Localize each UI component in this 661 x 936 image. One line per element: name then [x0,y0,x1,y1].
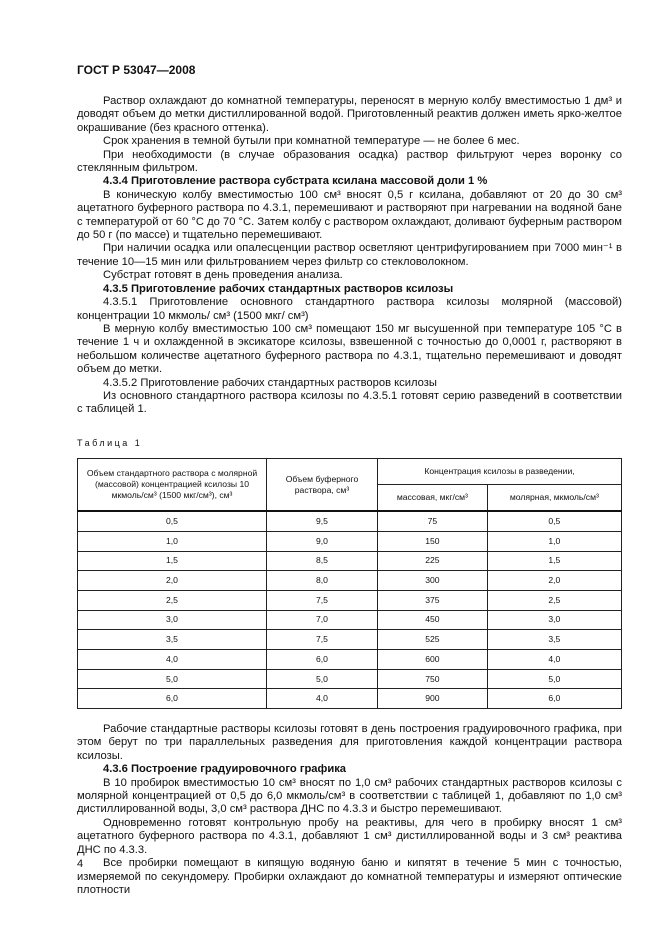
paragraph: Одновременно готовят контрольную пробу на реактивы, для чего в пробирку вносят 1 см³ ацетатного буферного раствора по 4.3.1, добавляют 1 см³ дистиллированной воды и 3 см³ реактива ДНС по 4.3.3. [77,816,622,856]
paragraph: В мерную колбу вместимостью 100 см³ помещают 150 мг высушенной при температуре 105 °С в течение 1 ч и охлажденной в эксикаторе ксилозы, взвешенной с точностью до 0,0001 г, растворяют в небольшом количестве ацетатного буферного раствора по 4.3.1, тщательно перемешивают и доводят объем до метки. [77,322,622,376]
table-cell: 3,5 [78,630,267,650]
table-cell: 900 [378,689,488,709]
paragraph: В 10 пробирок вместимостью 10 см³ вносят по 1,0 см³ рабочих стандартных растворов ксилозы с молярной концентрацией от 0,5 до 6,0 мкмоль/см³ в соответствии с таблицей 1, добавляют по 1,0 см³ дистиллированной воды, 3,0 см³ раствора ДНС по 4.3.3 и быстро перемешивают. [77,776,622,816]
paragraph: 4.3.5.1 Приготовление основного стандартного раствора ксилозы молярной (массовой) концентрации 10 мкмоль/ см³ (1500 мкг/ см³) [77,296,622,322]
table-row [78,511,622,531]
table-cell: 0,5 [487,511,621,531]
table-cell: 0,5 [78,511,267,531]
table-cell: 9,5 [267,511,378,531]
table-row [78,630,622,650]
body-text-top [77,95,622,897]
paragraph: При необходимости (в случае образования осадка) раствор фильтруют через воронку со стеклянным фильтром. [77,148,622,175]
section-heading: 4.3.4 Приготовление раствора субстрата ксилана массовой доли 1 % [103,175,488,188]
table-cell: 2,0 [78,571,267,591]
col-header-molar: молярная, мкмоль/см³ [487,485,621,512]
table-cell: 3,5 [487,630,621,650]
table-cell: 375 [378,590,488,610]
table-cell: 7,0 [267,610,378,630]
table-cell: 2,0 [487,571,621,591]
table-cell: 2,5 [78,590,267,610]
table-cell: 750 [378,669,488,689]
table-row [78,571,622,591]
table-cell: 5,0 [267,669,378,689]
table-cell: 2,5 [487,590,621,610]
table-caption: Таблица 1 [77,437,143,448]
table-cell: 9,0 [267,531,378,551]
col-header-concentration: Концентрация ксилозы в разведении, [378,459,622,485]
table-cell: 8,0 [267,571,378,591]
table-cell: 450 [378,610,488,630]
section-heading: 4.3.5 Приготовление рабочих стандартных растворов ксилозы [103,282,454,295]
paragraph: Раствор охлаждают до комнатной температуры, переносят в мерную колбу вместимостью 1 дм³ и доводят объем до метки дистиллированной водой. Приготовленный реактив должен иметь ярко-желтое окрашивание (без красного оттенка). [77,95,622,134]
table-cell: 7,5 [267,590,378,610]
table-cell: 8,5 [267,551,378,571]
paragraph: При наличии осадка или опалесценции раствор осветляют центрифугированием при 7000 мин⁻¹ в течение 10—15 мин или фильтрованием через фильтр со стекловолокном. [77,242,622,268]
table-cell: 5,0 [78,669,267,689]
table-cell: 3,0 [487,610,621,630]
paragraph: Субстрат готовят в день проведения анализа. [103,269,343,282]
table-cell: 1,5 [78,551,267,571]
table-cell: 4,0 [78,649,267,669]
table-cell: 225 [378,551,488,571]
page-number: 4 [77,858,84,870]
table-cell: 6,0 [487,689,621,709]
paragraph: 4.3.5.2 Приготовление рабочих стандартных растворов ксилозы [103,376,437,389]
table-cell: 5,0 [487,669,621,689]
table-row [78,551,622,571]
table-row [78,689,622,709]
col-header-mass: массовая, мкг/см³ [378,485,488,512]
section-heading: 4.3.6 Построение градуировочного графика [103,763,347,776]
table-cell: 1,0 [78,531,267,551]
paragraph: Все пробирки помещают в кипящую водяную баню и кипятят в течение 5 мин с точностью, измеряемой по секундомеру. Пробирки охлаждают до комнатной температуры и измеряют оптические плотности [77,857,622,896]
document-header: ГОСТ Р 53047—2008 [77,63,196,77]
table-cell: 3,0 [78,610,267,630]
table-cell: 4,0 [267,689,378,709]
paragraph: В коническую колбу вместимостью 100 см³ вносят 0,5 г ксилана, добавляют от 20 до 30 см³ ацетатного буферного раствора по 4.3.1, перемешивают и растворяют при нагревании на водяной бане с температурой от 60 °С до 70 °С. Затем колбу с раствором охлаждают, доливают буферным раствором до 50 г (по массе) и тщательно перемешивают. [77,188,622,242]
table-1 [77,458,622,709]
table-cell: 4,0 [487,649,621,669]
table-cell: 1,0 [487,531,621,551]
col-header-standard-volume: Объем стандартного раствора с молярной (массовой) концентрацией ксилозы 10 мкмоль/см³ (1500 мкг/см³), см³ [78,459,267,512]
table-cell: 600 [378,649,488,669]
table-cell: 1,5 [487,551,621,571]
table-row [78,669,622,689]
table-row [78,649,622,669]
table-row [78,610,622,630]
table-cell: 75 [378,511,488,531]
col-header-buffer-volume: Объем буферного раствора, см³ [267,459,378,512]
table-cell: 7,5 [267,630,378,650]
table-cell: 6,0 [78,689,267,709]
paragraph: Рабочие стандартные растворы ксилозы готовят в день построения градуировочного графика, при этом берут по три параллельных разведения для приготовления каждой концентрации раствора ксилозы. [77,723,622,762]
table-cell: 6,0 [267,649,378,669]
table-row [78,531,622,551]
table-row [78,590,622,610]
table-cell: 300 [378,571,488,591]
table-cell: 525 [378,630,488,650]
paragraph: Из основного стандартного раствора ксилозы по 4.3.5.1 готовят серию разведений в соответствии с таблицей 1. [77,389,622,416]
paragraph: Срок хранения в темной бутыли при комнатной температуре — не более 6 мес. [103,135,520,148]
table-cell: 150 [378,531,488,551]
